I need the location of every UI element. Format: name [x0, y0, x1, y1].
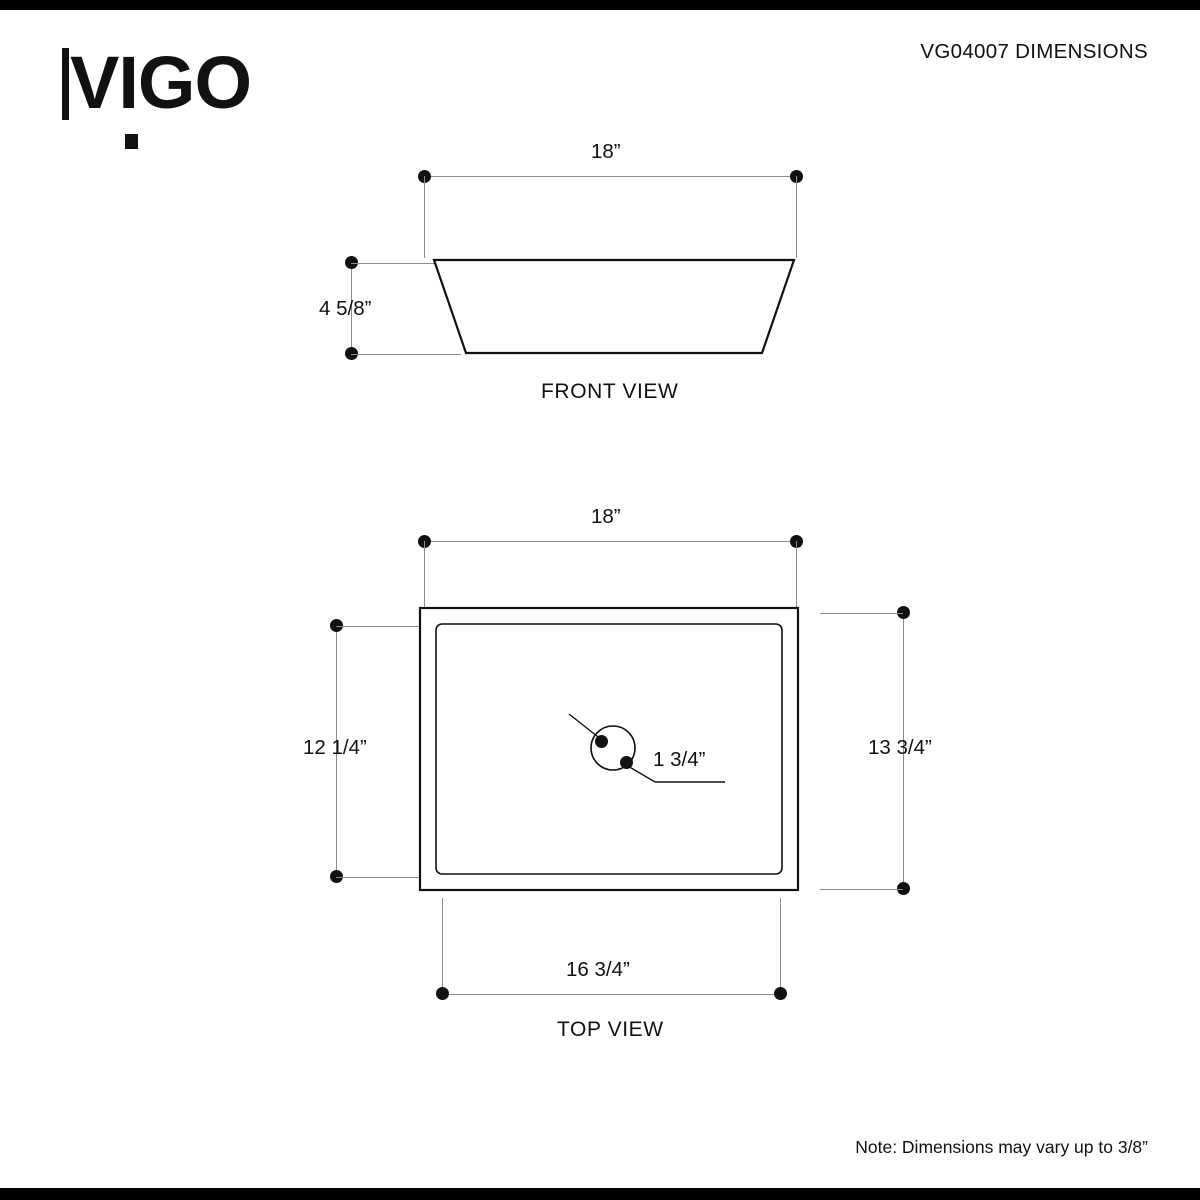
dimensions-note: Note: Dimensions may vary up to 3/8”: [855, 1137, 1148, 1157]
front-width-dimension-line: [424, 176, 796, 177]
top-outer-depth-bottom-witness: [820, 889, 903, 890]
page-title: VG04007 DIMENSIONS: [920, 40, 1148, 63]
top-outer-depth-top-witness: [820, 613, 903, 614]
top-width-label: 18”: [591, 505, 621, 528]
top-inner-width-right-witness: [780, 898, 781, 988]
top-width-left-witness: [424, 541, 425, 611]
top-inner-width-label: 16 3/4”: [566, 958, 630, 981]
top-inner-depth-label: 12 1/4”: [303, 736, 367, 759]
logo-dot-icon: [125, 134, 138, 149]
logo-accent-bar: [62, 48, 69, 120]
front-view-basin-shape: [424, 258, 804, 358]
front-width-label: 18”: [591, 140, 621, 163]
top-outer-depth-label: 13 3/4”: [868, 736, 932, 759]
top-width-right-witness: [796, 541, 797, 611]
drain-center-marker: [595, 735, 608, 748]
vigo-logo: [62, 38, 282, 148]
front-width-right-witness: [796, 176, 797, 258]
drain-edge-marker: [620, 756, 633, 769]
top-inner-width-right-marker: [774, 987, 787, 1000]
logo-wordmark: VIGO: [70, 41, 252, 124]
front-width-left-witness: [424, 176, 425, 258]
top-border-bar: [0, 0, 1200, 10]
top-view-label: TOP VIEW: [557, 1018, 664, 1041]
top-inner-width-dimension-line: [442, 994, 780, 995]
drain-hole-callout: [555, 700, 745, 800]
top-inner-width-left-marker: [436, 987, 449, 1000]
top-inner-width-left-witness: [442, 898, 443, 988]
bottom-border-bar: [0, 1188, 1200, 1200]
top-width-dimension-line: [424, 541, 796, 542]
drain-diameter-label: 1 3/4”: [653, 748, 706, 771]
front-view-label: FRONT VIEW: [541, 380, 679, 403]
front-height-label: 4 5/8”: [319, 297, 372, 320]
